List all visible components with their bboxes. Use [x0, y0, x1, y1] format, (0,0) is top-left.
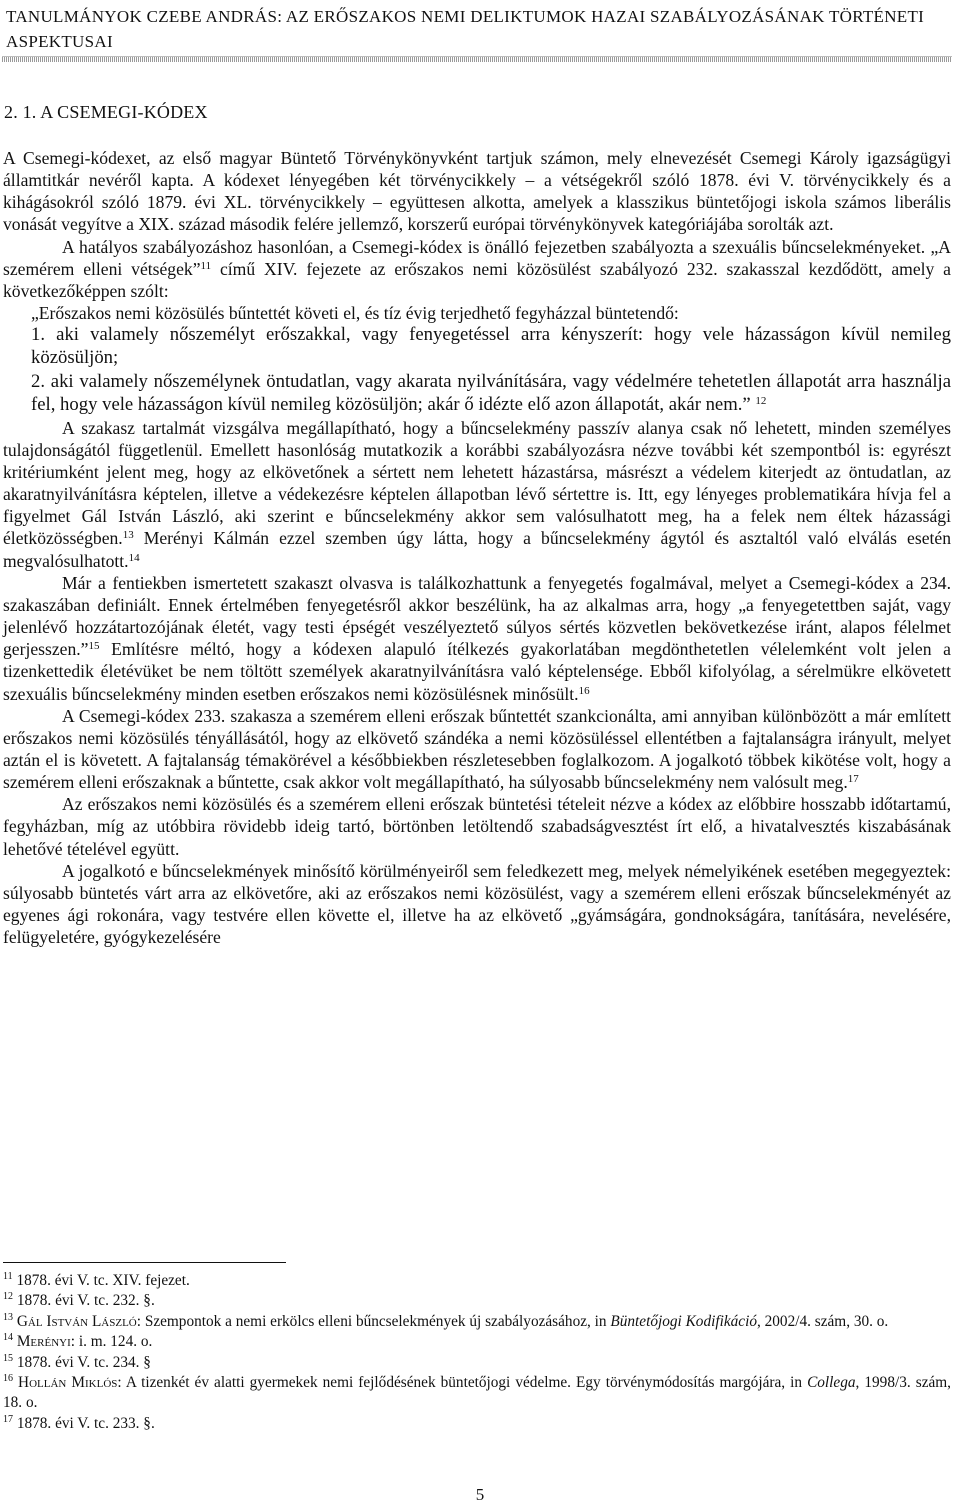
- quote-list-item-2: [3, 371, 951, 416]
- paragraph-5: [3, 705, 951, 794]
- footnote-mark: 11: [3, 1271, 13, 1282]
- paragraph-2-text-b: című XIV. fejezete az erőszakos nemi közösülést szabályozó 232. szakasszal kezdődött, amely a következőképpen szólt:: [3, 258, 951, 301]
- footnote-mark: 14: [3, 1332, 13, 1344]
- paragraph-5-text: A Csemegi-kódex 233. szakasza a szemérem elleni erőszak bűntettét szankcionálta, ami annyiban különbözött a már említett erőszakos nemi közösülés tényállásától, hogy az elkövető szándéka a nemi közösüléssel ellentétben a fajtalanságra irányult, melyet aztán el is követett. A fajtalanság témakörével a későbbiekben részletesebben foglalkozom. A jogalkotó többek kikötése volt, hogy a szemérem elleni erőszaknak a bűntette, csak akkor volt megállapítható, ha súlyosabb bűncselekmény nem valósult meg.: [3, 705, 951, 793]
- footnote-text: , 2002/4. szám, 30. o.: [756, 1312, 889, 1330]
- footnote-11: [3, 1271, 951, 1291]
- footnote-journal: Collega: [807, 1374, 856, 1392]
- footnote-author: Hollán Miklós: [18, 1374, 118, 1392]
- paragraph-7-text: A jogalkotó e bűncselekmények minősítő körülményeiről sem feledkezett meg, melyek némelyikének esetében megegyeztek: súlyosabb büntetés várt arra az elkövetőre, aki az erőszakos nemi közösülést, vagy a szemérem elleni erőszak bűncselekményét az egyenes ági rokonára, vagy testvére ellen követte el, illetve ha az elkövető „gyámságára, gondnokságára, tanítására, nevelésére, felügyeletére, gyógykezelésére: [3, 860, 951, 948]
- quote-list-item-1: [3, 324, 951, 369]
- paragraph-1-text: A Csemegi-kódexet, az első magyar Büntető Törvénykönyvként tartjuk számon, mely elnevezését Csemegi Károly igazságügyi államtitkár nevéről kapta. A kódexet lényegében két törvénycikkely – a vétségekről szóló 1878. évi V. törvénycikkely és a kihágásokról szóló 1879. évi XL. törvénycikkely – együttesen alkotta, amelyek a klasszikus büntetőjogi iskola számos liberális vonását vegyítve a XIX. század második felére jellemző, korszerű európai törvénykönyvek kategóriájába sorolták azt.: [3, 148, 951, 235]
- footnote-mark: 17: [3, 1413, 13, 1425]
- footnote-mark: 16: [3, 1373, 13, 1385]
- footnote-text: 1878. évi V. tc. 234. §: [16, 1353, 151, 1371]
- paragraph-7: [3, 860, 951, 949]
- paragraph-3-text-a: A szakasz tartalmát vizsgálva megállapítható, hogy a bűncselekmény passzív alanya csak nő lehetett, minden személyes tulajdonságától függetlenül. Emellett hasonlóság mutatkozik a korábbi szabályozásra nézve további két szempontból is: egyrészt kritériumként jelent meg, hogy az elkövetőnek a sértett nem lehetett házastársa, másrészt a védelem kiterjedt az öntudatlan, az akaratnyilvánításra képtelen, illetve a védekezésre képtelen állapotban lévő sértettre is. Itt, egy lényeges problematikára hívja fel a figyelmet Gál István László, aki szerint e bűncselekmény akkor sem valósulhatott meg, ha a felek nem éltek házassági életközösségben.: [3, 417, 951, 549]
- paragraph-2-text-a: A hatályos szabályozáshoz hasonlóan, a Csemegi-kódex is önálló fejezetben szabályozta a szexuális bűncselekményeket. „A szemérem elleni vétségek”: [3, 236, 951, 279]
- paragraph-4: [3, 572, 951, 705]
- body-text: [3, 147, 951, 948]
- list-item-1-text: [31, 324, 951, 369]
- footnotes: [3, 1271, 951, 1434]
- footnote-author: Gál István László: [16, 1312, 137, 1330]
- paragraph-6-text: Az erőszakos nemi közösülés és a szemérem elleni erőszak büntetési tételeit nézve a kódex az előbbire hosszabb időtartamú, fegyházban, míg az utóbbira rövidebb ideig tartó, börtönben letöltendő szabadságvesztést írt elő, a hivatalvesztés kiszabásának lehetővé tételével együtt.: [3, 794, 951, 859]
- paragraph-4-text-b: Említésre méltó, hogy a kódexen alapuló ítélkezés gyakorlatában megdönthetetlen vélelemként volt jelen a tizenkettedik életévüket be nem töltött személyek akaratnyilvánításra való képtelensége. Ebből kifolyólag, a sérelmükre elkövetett szexuális bűncselekmény minden esetben erőszakos nemi közösülésnek minősült.: [3, 639, 951, 704]
- footnote-ref-12[interactable]: 12: [755, 395, 767, 408]
- quote-intro-text: „Erőszakos nemi közösülés bűntettét követi el, és tíz évig terjedhető fegyházzal büntetendő:: [31, 303, 679, 324]
- paragraph-1: [3, 147, 951, 236]
- header-rule: [2, 56, 952, 62]
- footnote-14: [3, 1332, 951, 1352]
- list-item-2-number: 2.: [31, 371, 46, 393]
- paragraph-3-text-b: Merényi Kálmán ezzel szemben úgy látta, hogy a bűncselekmény ágytól és asztaltól való elválás esetén megvalósulhatott.: [3, 528, 951, 571]
- footnote-journal: Büntetőjogi Kodifikáció: [610, 1312, 757, 1330]
- footnote-text: 1878. évi V. tc. 233. §.: [16, 1414, 155, 1432]
- footnote-mark: 13: [3, 1311, 13, 1323]
- paragraph-4-text-a: Már a fentiekben ismertetett szakaszt olvasva is találkozhattunk a fenyegetés fogalmával, melyet a Csemegi-kódex a 234. szakaszában definiált. Ennek értelmében fenyegetésről akkor beszélünk, ha az alkalmas arra, hogy „a fenyegetettben saját, vagy jelenlévő hozzátartozójának életét, vagy testi épségét veszélyeztető súlyos sértés közvetlen bekövetkezése iránt, alapos félelmet gerjesszen.”: [3, 572, 951, 660]
- list-item-1-number: 1.: [31, 324, 46, 346]
- footnote-text: : Szempontok a nemi erkölcs elleni bűncselekmények új szabályozásához, in: [136, 1312, 611, 1330]
- list-item-1-body: aki valamely nőszemélyt erőszakkal, vagy fenyegetéssel arra kényszerít: hogy vele házasságon kívül nemileg közösüljön;: [31, 324, 951, 368]
- footnote-12: [3, 1291, 951, 1311]
- footnote-15: [3, 1353, 951, 1373]
- footnote-text: , 1998/3. szám, 18. o.: [3, 1374, 951, 1412]
- footnote-text: 1878. évi V. tc. 232. §.: [16, 1292, 155, 1310]
- footnote-text: : i. m. 124. o.: [70, 1333, 153, 1351]
- section-heading: 2. 1. A CSEMEGI-KÓDEX: [4, 102, 208, 122]
- footnote-17: [3, 1414, 951, 1434]
- footnote-ref-14[interactable]: 14: [128, 551, 140, 564]
- paragraph-3: [3, 417, 951, 572]
- footnote-ref-11[interactable]: 11: [200, 259, 212, 272]
- running-header: TANULMÁNYOK CZEBE ANDRÁS: AZ ERŐSZAKOS NEMI DELIKTUMOK HAZAI SZABÁLYOZÁSÁNAK TÖRTÉNETI ASPEKTUSAI: [6, 7, 925, 51]
- footnote-mark: 15: [3, 1352, 13, 1364]
- footnote-ref-13[interactable]: 13: [122, 529, 134, 542]
- list-item-2-body: aki valamely nőszemélynek öntudatlan, vagy akarata nyilvánítására, vagy védelmére tehetetlen állapotát arra használja fel, hogy vele házasságon kívül nemileg közösüljön; akár ő idézte elő azon állapotát, akár nem.”: [31, 371, 952, 416]
- page-number: 5: [475, 1485, 485, 1504]
- footnote-16: [3, 1373, 951, 1414]
- footnote-text: 1878. évi V. tc. XIV. fejezet.: [16, 1272, 190, 1289]
- list-item-2-text: [31, 371, 951, 416]
- footnote-ref-17[interactable]: 17: [847, 773, 859, 786]
- footnote-separator: [3, 1262, 286, 1263]
- footnote-mark: 12: [3, 1291, 13, 1303]
- footnote-text: : A tizenkét év alatti gyermekek nemi fejlődésének büntetőjogi védelme. Egy törvénymódosítás margójára, in: [117, 1374, 808, 1392]
- quote-intro: [3, 302, 951, 324]
- footnote-ref-15[interactable]: 15: [88, 640, 100, 653]
- footnote-ref-16[interactable]: 16: [578, 684, 590, 697]
- paragraph-6: [3, 793, 951, 859]
- footnote-13: [3, 1312, 951, 1332]
- paragraph-2: [3, 236, 951, 302]
- footnote-author: Merényi: [16, 1333, 71, 1351]
